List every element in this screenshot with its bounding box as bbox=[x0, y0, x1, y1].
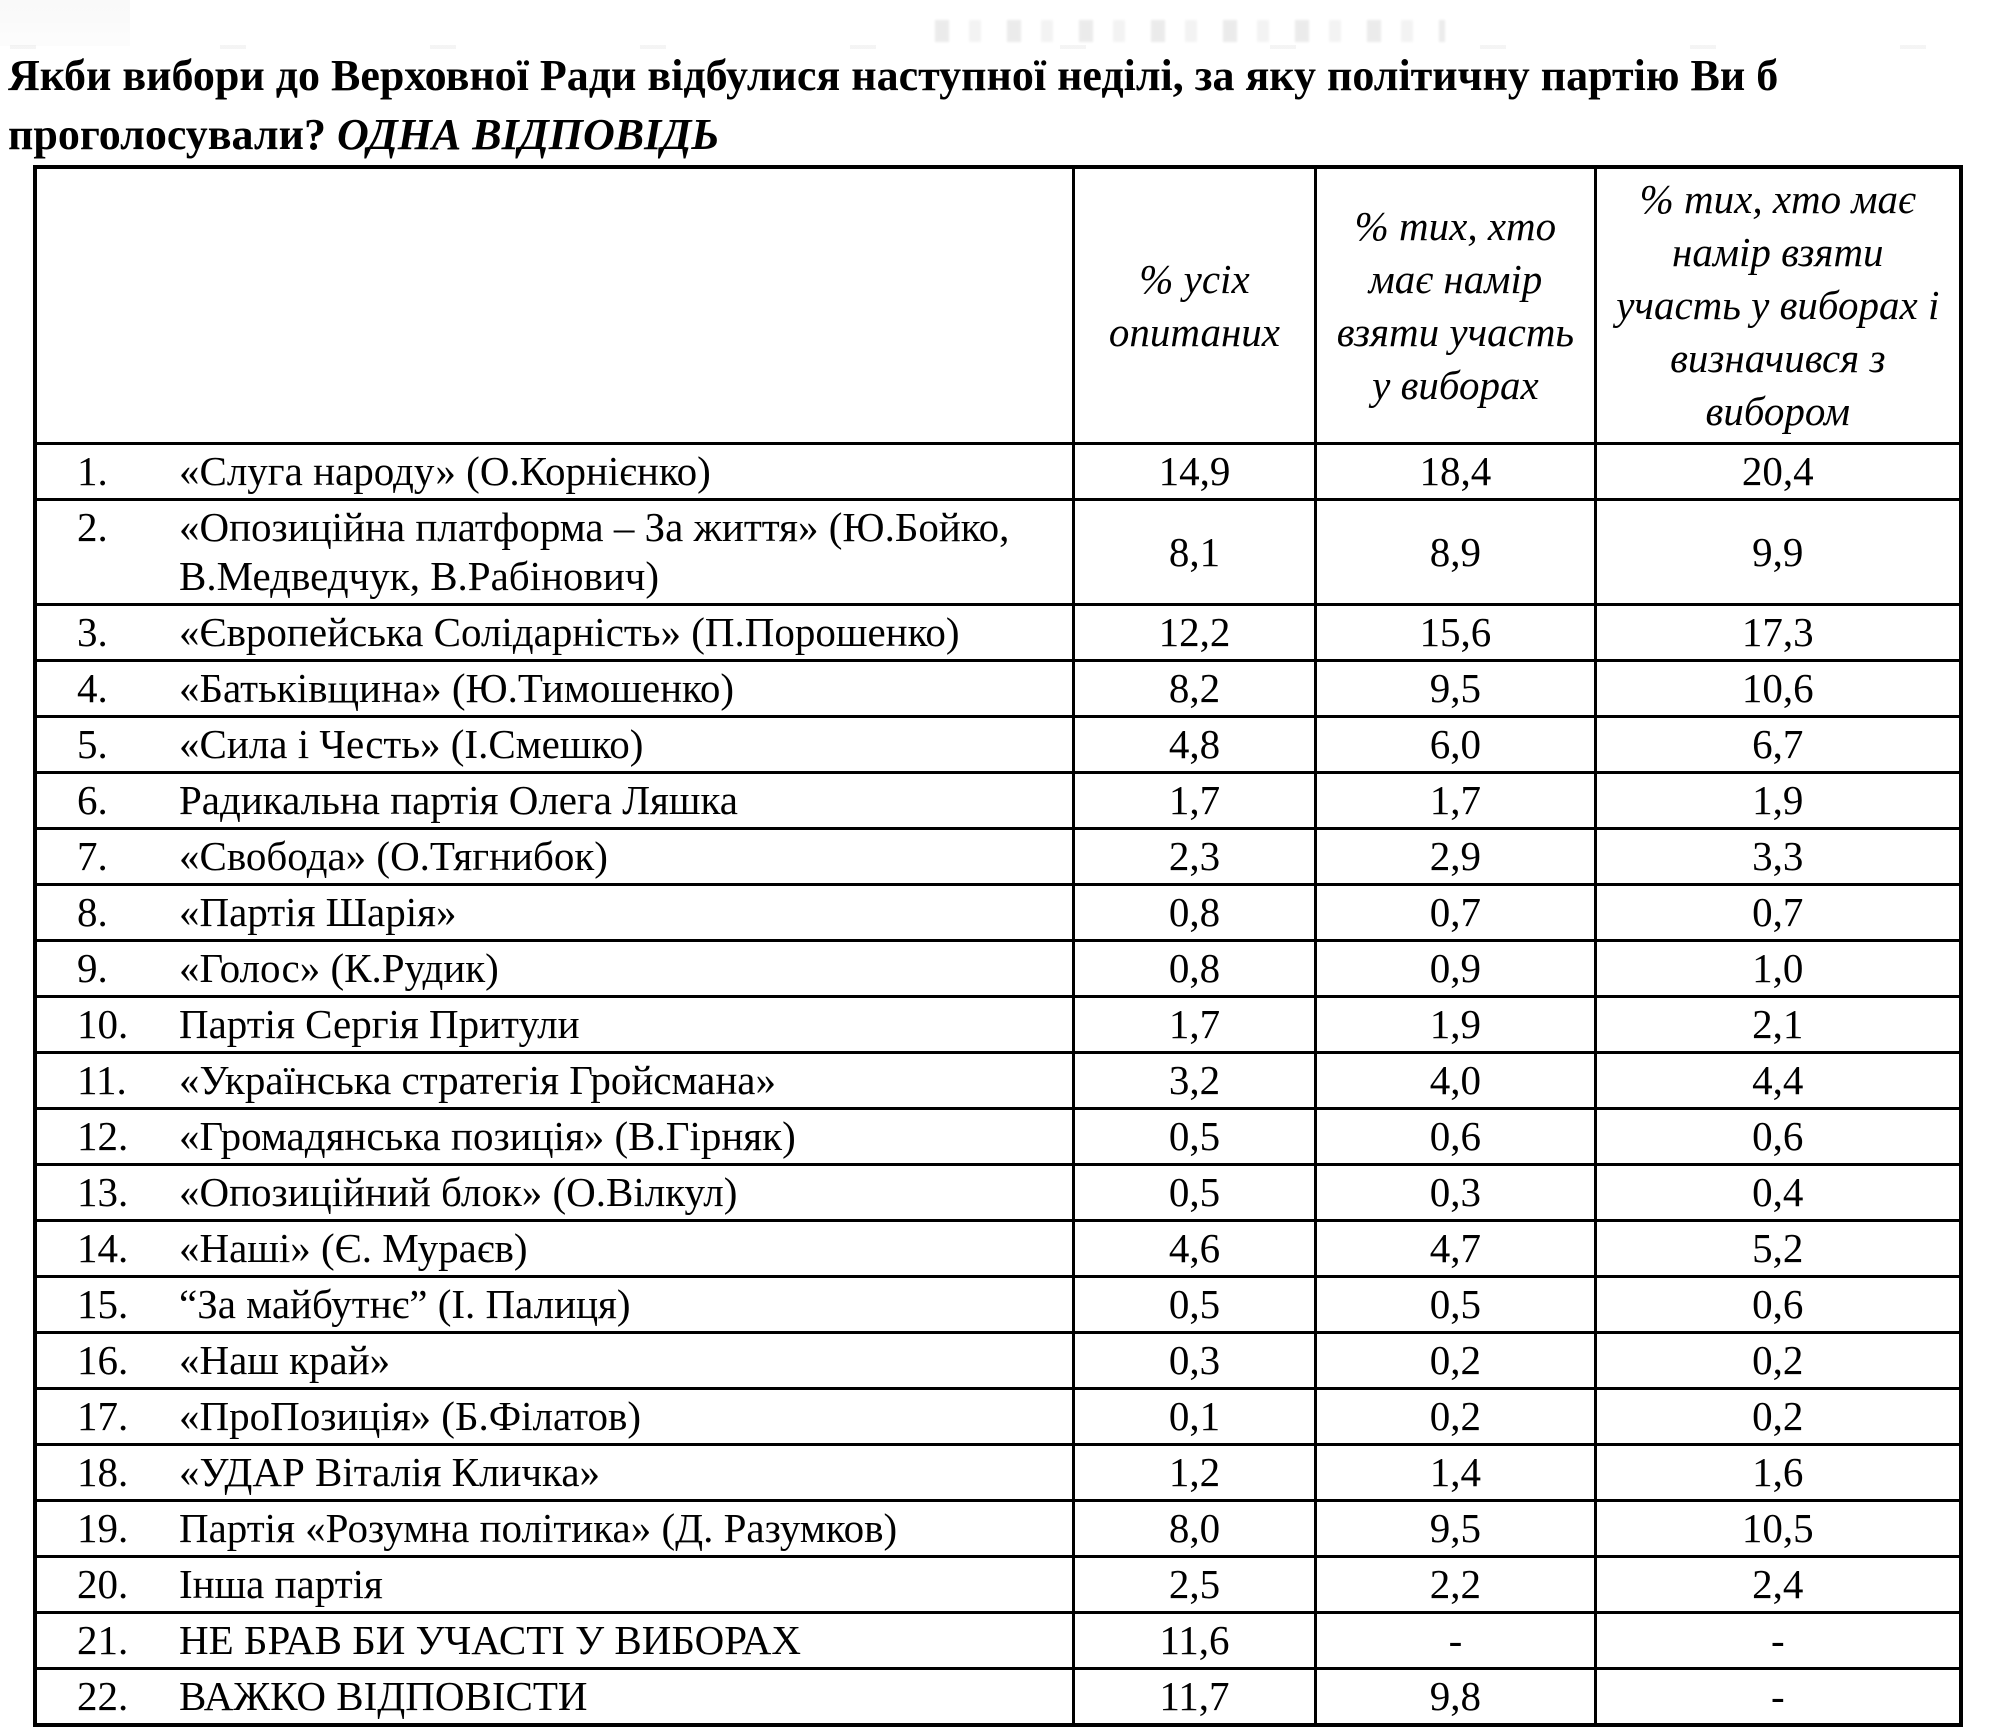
pct-all-cell: 14,9 bbox=[1073, 444, 1316, 500]
pct-intend-cell: 4,0 bbox=[1316, 1053, 1595, 1109]
table-row bbox=[35, 829, 1961, 885]
table-row bbox=[35, 885, 1961, 941]
pct-all-cell: 4,6 bbox=[1073, 1221, 1316, 1277]
pct-intend-cell: 1,9 bbox=[1316, 997, 1595, 1053]
party-cell bbox=[35, 661, 1073, 717]
table-row bbox=[35, 773, 1961, 829]
party-cell bbox=[35, 1557, 1073, 1613]
pct-all-cell: 12,2 bbox=[1073, 605, 1316, 661]
party-name: НЕ БРАВ БИ УЧАСТІ У ВИБОРАХ bbox=[179, 1617, 802, 1663]
pct-decided-cell: 0,4 bbox=[1595, 1165, 1961, 1221]
header-pct-all: % усіх опитаних bbox=[1073, 167, 1316, 444]
party-name: “За майбутнє” (І. Палиця) bbox=[179, 1281, 631, 1327]
header-pct-intend: % тих, хто має намір взяти участь у виборах bbox=[1316, 167, 1595, 444]
pct-all-cell: 0,5 bbox=[1073, 1165, 1316, 1221]
pct-all-cell: 8,2 bbox=[1073, 661, 1316, 717]
row-number: 22. bbox=[77, 1673, 129, 1719]
party-name: Партія Сергія Притули bbox=[179, 1001, 580, 1047]
row-number: 3. bbox=[77, 609, 108, 655]
pct-decided-cell: 17,3 bbox=[1595, 605, 1961, 661]
pct-all-cell: 8,1 bbox=[1073, 500, 1316, 605]
row-number: 11. bbox=[77, 1057, 127, 1103]
row-number: 14. bbox=[77, 1225, 129, 1271]
ghost-text-artifact bbox=[935, 20, 1445, 42]
table-row bbox=[35, 1501, 1961, 1557]
table-row bbox=[35, 997, 1961, 1053]
pct-all-cell: 1,7 bbox=[1073, 997, 1316, 1053]
party-cell bbox=[35, 1221, 1073, 1277]
table-row bbox=[35, 1109, 1961, 1165]
pct-decided-cell: 10,5 bbox=[1595, 1501, 1961, 1557]
table-row bbox=[35, 941, 1961, 997]
pct-decided-cell: 10,6 bbox=[1595, 661, 1961, 717]
row-number: 13. bbox=[77, 1169, 129, 1215]
table-row bbox=[35, 661, 1961, 717]
poll-table-body bbox=[35, 444, 1961, 1726]
table-row bbox=[35, 1277, 1961, 1333]
party-name: ВАЖКО ВІДПОВІСТИ bbox=[179, 1673, 588, 1719]
pct-intend-cell: 15,6 bbox=[1316, 605, 1595, 661]
party-name: «УДАР Віталія Кличка» bbox=[179, 1449, 601, 1495]
pct-all-cell: 2,5 bbox=[1073, 1557, 1316, 1613]
party-name: Інша партія bbox=[179, 1561, 383, 1607]
table-row bbox=[35, 1669, 1961, 1726]
pct-intend-cell: 0,3 bbox=[1316, 1165, 1595, 1221]
pct-all-cell: 11,6 bbox=[1073, 1613, 1316, 1669]
pct-all-cell: 1,2 bbox=[1073, 1445, 1316, 1501]
party-cell bbox=[35, 1109, 1073, 1165]
party-name: «Європейська Солідарність» (П.Порошенко) bbox=[179, 609, 960, 655]
row-number: 7. bbox=[77, 833, 108, 879]
pct-decided-cell: 20,4 bbox=[1595, 444, 1961, 500]
header-pct-decided: % тих, хто має намір взяти участь у виборах і визначився з вибором bbox=[1595, 167, 1961, 444]
pct-decided-cell: 3,3 bbox=[1595, 829, 1961, 885]
answer-note: ОДНА ВІДПОВІДЬ bbox=[336, 110, 720, 159]
row-number: 10. bbox=[77, 1001, 129, 1047]
table-row bbox=[35, 717, 1961, 773]
pct-intend-cell: 9,5 bbox=[1316, 1501, 1595, 1557]
row-number: 18. bbox=[77, 1449, 129, 1495]
row-number: 20. bbox=[77, 1561, 129, 1607]
pct-intend-cell: 18,4 bbox=[1316, 444, 1595, 500]
pct-decided-cell: 9,9 bbox=[1595, 500, 1961, 605]
party-cell bbox=[35, 829, 1073, 885]
party-cell bbox=[35, 941, 1073, 997]
party-name: «Батьківщина» (Ю.Тимошенко) bbox=[179, 665, 735, 711]
row-number: 5. bbox=[77, 721, 108, 767]
question-text-line2: проголосували? bbox=[8, 110, 326, 159]
party-name: «Наші» (Є. Мураєв) bbox=[179, 1225, 528, 1271]
party-name: «Партія Шарія» bbox=[179, 889, 457, 935]
party-cell bbox=[35, 773, 1073, 829]
party-cell bbox=[35, 1501, 1073, 1557]
row-number: 19. bbox=[77, 1505, 129, 1551]
party-cell bbox=[35, 717, 1073, 773]
party-cell bbox=[35, 1165, 1073, 1221]
row-number: 15. bbox=[77, 1281, 129, 1327]
pct-intend-cell: 1,7 bbox=[1316, 773, 1595, 829]
row-number: 12. bbox=[77, 1113, 129, 1159]
pct-intend-cell: 4,7 bbox=[1316, 1221, 1595, 1277]
pct-intend-cell: 0,6 bbox=[1316, 1109, 1595, 1165]
pct-decided-cell: 1,6 bbox=[1595, 1445, 1961, 1501]
poll-results-table bbox=[33, 165, 1963, 1727]
pct-decided-cell: 2,1 bbox=[1595, 997, 1961, 1053]
pct-all-cell: 0,8 bbox=[1073, 885, 1316, 941]
pct-intend-cell: 0,2 bbox=[1316, 1333, 1595, 1389]
question-text-line1: Якби вибори до Верховної Ради відбулися наступної неділі, за яку політичну партію Ви б bbox=[8, 51, 1779, 100]
party-cell bbox=[35, 1613, 1073, 1669]
table-row bbox=[35, 1557, 1961, 1613]
party-name: «ПроПозиція» (Б.Філатов) bbox=[179, 1393, 642, 1439]
row-number: 9. bbox=[77, 945, 108, 991]
party-cell bbox=[35, 605, 1073, 661]
pct-all-cell: 0,1 bbox=[1073, 1389, 1316, 1445]
party-name: «Наш край» bbox=[179, 1337, 391, 1383]
party-cell bbox=[35, 1333, 1073, 1389]
header-row bbox=[35, 167, 1961, 444]
pct-decided-cell: 5,2 bbox=[1595, 1221, 1961, 1277]
pct-decided-cell: 0,6 bbox=[1595, 1109, 1961, 1165]
table-row bbox=[35, 605, 1961, 661]
party-cell bbox=[35, 1389, 1073, 1445]
party-cell bbox=[35, 885, 1073, 941]
pct-intend-cell: 0,5 bbox=[1316, 1277, 1595, 1333]
pct-intend-cell: 1,4 bbox=[1316, 1445, 1595, 1501]
pct-intend-cell: - bbox=[1316, 1613, 1595, 1669]
pct-intend-cell: 0,7 bbox=[1316, 885, 1595, 941]
pct-decided-cell: 1,0 bbox=[1595, 941, 1961, 997]
pct-intend-cell: 2,2 bbox=[1316, 1557, 1595, 1613]
pct-intend-cell: 6,0 bbox=[1316, 717, 1595, 773]
pct-decided-cell: - bbox=[1595, 1613, 1961, 1669]
table-row bbox=[35, 1389, 1961, 1445]
party-name: Партія «Розумна політика» (Д. Разумков) bbox=[179, 1505, 898, 1551]
table-row bbox=[35, 444, 1961, 500]
pct-all-cell: 0,5 bbox=[1073, 1277, 1316, 1333]
table-row bbox=[35, 1333, 1961, 1389]
header-party-column bbox=[35, 167, 1073, 444]
question-title bbox=[8, 46, 1868, 164]
pct-all-cell: 8,0 bbox=[1073, 1501, 1316, 1557]
pct-decided-cell: 0,2 bbox=[1595, 1389, 1961, 1445]
row-number: 21. bbox=[77, 1617, 129, 1663]
pct-intend-cell: 0,2 bbox=[1316, 1389, 1595, 1445]
row-number: 17. bbox=[77, 1393, 129, 1439]
row-number: 2. bbox=[77, 504, 108, 550]
table-row bbox=[35, 1053, 1961, 1109]
row-number: 4. bbox=[77, 665, 108, 711]
pct-all-cell: 11,7 bbox=[1073, 1669, 1316, 1726]
pct-intend-cell: 2,9 bbox=[1316, 829, 1595, 885]
pct-decided-cell: 0,7 bbox=[1595, 885, 1961, 941]
pct-decided-cell: 1,9 bbox=[1595, 773, 1961, 829]
party-name: «Свобода» (О.Тягнибок) bbox=[179, 833, 608, 879]
pct-decided-cell: 6,7 bbox=[1595, 717, 1961, 773]
party-cell bbox=[35, 1669, 1073, 1726]
table-row bbox=[35, 1613, 1961, 1669]
pct-all-cell: 1,7 bbox=[1073, 773, 1316, 829]
table-row bbox=[35, 1221, 1961, 1277]
party-name: «Голос» (К.Рудик) bbox=[179, 945, 499, 991]
party-cell bbox=[35, 997, 1073, 1053]
table-header bbox=[35, 167, 1961, 444]
pct-intend-cell: 9,5 bbox=[1316, 661, 1595, 717]
party-cell bbox=[35, 1053, 1073, 1109]
pct-all-cell: 2,3 bbox=[1073, 829, 1316, 885]
pct-decided-cell: - bbox=[1595, 1669, 1961, 1726]
scan-artifact-top-left bbox=[0, 0, 130, 46]
pct-decided-cell: 0,6 bbox=[1595, 1277, 1961, 1333]
party-name: Радикальна партія Олега Ляшка bbox=[179, 777, 738, 823]
party-name: «Опозиційний блок» (О.Вілкул) bbox=[179, 1169, 738, 1215]
pct-all-cell: 0,5 bbox=[1073, 1109, 1316, 1165]
row-number: 1. bbox=[77, 448, 108, 494]
table-row bbox=[35, 1445, 1961, 1501]
pct-all-cell: 0,3 bbox=[1073, 1333, 1316, 1389]
row-number: 16. bbox=[77, 1337, 129, 1383]
pct-decided-cell: 2,4 bbox=[1595, 1557, 1961, 1613]
pct-all-cell: 4,8 bbox=[1073, 717, 1316, 773]
pct-intend-cell: 8,9 bbox=[1316, 500, 1595, 605]
party-name: «Українська стратегія Гройсмана» bbox=[179, 1057, 776, 1103]
row-number: 6. bbox=[77, 777, 108, 823]
party-name: «Опозиційна платформа – За життя» (Ю.Бойко, В.Медведчук, В.Рабінович) bbox=[179, 504, 1010, 599]
row-number: 8. bbox=[77, 889, 108, 935]
pct-decided-cell: 0,2 bbox=[1595, 1333, 1961, 1389]
table-row bbox=[35, 1165, 1961, 1221]
table-row bbox=[35, 500, 1961, 605]
pct-all-cell: 3,2 bbox=[1073, 1053, 1316, 1109]
party-name: «Сила і Честь» (І.Смешко) bbox=[179, 721, 644, 767]
party-cell bbox=[35, 500, 1073, 605]
pct-all-cell: 0,8 bbox=[1073, 941, 1316, 997]
party-cell bbox=[35, 444, 1073, 500]
party-cell bbox=[35, 1277, 1073, 1333]
pct-decided-cell: 4,4 bbox=[1595, 1053, 1961, 1109]
pct-intend-cell: 9,8 bbox=[1316, 1669, 1595, 1726]
party-cell bbox=[35, 1445, 1073, 1501]
pct-intend-cell: 0,9 bbox=[1316, 941, 1595, 997]
party-name: «Слуга народу» (О.Корнієнко) bbox=[179, 448, 711, 494]
party-name: «Громадянська позиція» (В.Гірняк) bbox=[179, 1113, 796, 1159]
